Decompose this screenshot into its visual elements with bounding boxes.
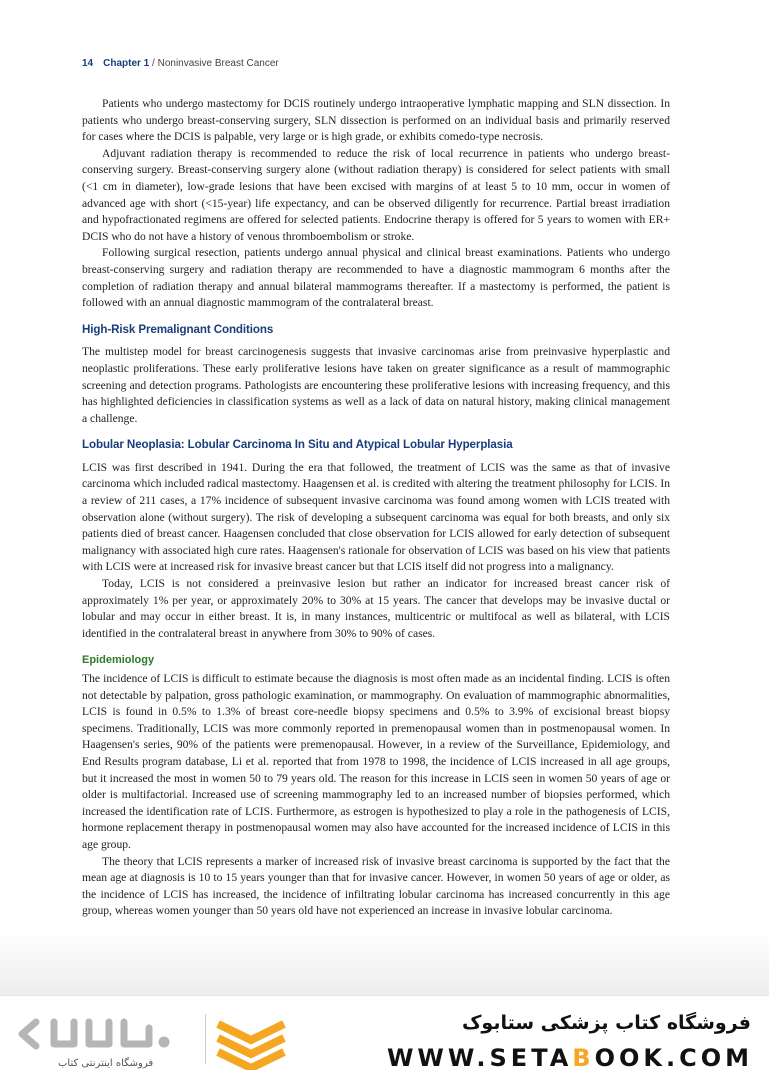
paragraph: Following surgical resection, patients undergo annual physical and clinical breast examinations. Patients who undergo breast-conserving surgery and radiation therapy are recommended to have a diagnostic mammogram 6 months after the completion of radiation therapy and annual bilateral mammograms thereafter. If a mastectomy is performed, the patient is followed with an annual diagnostic mammogram of the contralateral breast. [82, 246, 670, 310]
paragraph: The multistep model for breast carcinogenesis suggests that invasive carcinomas arise from preinvasive hyperplastic and neoplastic proliferations. These early proliferative lesions have taken on greater significance as a result of mammographic screening and detection programs. Pathologists are encountering these proliferative lesions with increasing frequency, and this has highlighted deficiencies in classification systems as well as a lack of data on natural history, making clinical management a challenge. [82, 345, 670, 425]
url-part-1: WWW.SETA [386, 1044, 573, 1072]
paragraph: LCIS was first described in 1941. During the era that followed, the treatment of LCIS was the same as that of invasive carcinoma which included radical mastectomy. Haagensen et al. is credited with altering the treatment philosophy for LCIS. In a review of 211 cases, a 17% incidence of subsequent invasive carcinoma was found among women with LCIS treated with observation alone (without surgery). The risk of developing a subsequent carcinoma was equal for both breasts, and only six patients died of breast cancer. Haagensen concluded that close observation for LCIS allowed for early detection of subsequent malignancy with associated high cure rates. Haagensen's rationale for observation of LCIS was based on his view that patients with LCIS were at increased risk for invasive breast cancer but that LCIS itself did not progress into a malignancy. [82, 460, 670, 574]
paragraph: The theory that LCIS represents a marker of increased risk of invasive breast carcinoma is supported by the fact that the mean age at diagnosis is 10 to 15 years younger than that for invasive cancer. However, in women 50 years of age or older, as the incidence of LCIS has increased, the incidence of infiltrating lobular carcinoma has increased concurrently in this age group, whereas women younger than 50 years old have not experienced an increase in invasive lobular carcinoma. [82, 854, 670, 918]
paragraph: Today, LCIS is not considered a preinvasive lesion but rather an indicator for increased breast cancer risk of approximately 1% per year, or approximately 20% to 30% at 15 years. The cancer that develops may be invasive ductal or lobular and may occur in either breast. It is, in many instances, multicentric or multifocal as well as bilateral, with LCIS identified in the contralateral breast in anywhere from 30% to 90% of cases. [82, 577, 670, 640]
store-url[interactable] [387, 1044, 753, 1072]
page-fade [0, 930, 769, 1000]
heading-premalignant: High-Risk Premalignant Conditions [82, 322, 274, 336]
heading-epidemiology: Epidemiology [82, 654, 155, 667]
chapter-label: Chapter 1 [103, 58, 150, 69]
chevron-logo-icon [212, 1018, 290, 1070]
chapter-title: Noninvasive Breast Cancer [157, 58, 279, 69]
url-part-2: OOK.COM [594, 1044, 753, 1072]
chapter-separator: / [149, 58, 158, 69]
body-text [82, 96, 670, 920]
paragraph: Patients who undergo mastectomy for DCIS routinely undergo intraoperative lymphatic mapping and SLN dissection. In patients who undergo breast-conserving surgery, SLN dissection is performed on an individual basis and primarily reserved for cases where the DCIS is palpable, very large or is high grade, or exhibits comedo-type necrosis. [82, 97, 670, 144]
setabook-logo [14, 1014, 194, 1074]
footer-divider [205, 1014, 206, 1064]
paragraph: Adjuvant radiation therapy is recommended to reduce the risk of local recurrence in patients who undergo breast-conserving surgery. Breast-conserving surgery alone (without radiation therapy) is considered for select patients with small (<1 cm in diameter), low-grade lesions that have been excised with margins of at least 5 to 10 mm, occur in women of advanced age with short (<15-year) life expectancy, and can be observed diligently for recurrence. Partial breast irradiation and hypofractionated regimens are offered for selected patients. Endocrine therapy is offered for 5 years to women with ER+ DCIS who do not have a history of venous thromboembolism or stroke. [82, 146, 670, 243]
watermark-footer [0, 995, 769, 1080]
heading-lobular-neoplasia: Lobular Neoplasia: Lobular Carcinoma In Situ and Atypical Lobular Hyperplasia [82, 438, 513, 452]
logo-mark-icon [14, 1014, 194, 1054]
running-head [82, 58, 279, 69]
paragraph: The incidence of LCIS is difficult to estimate because the diagnosis is most often made as an incidental finding. LCIS is often not detectable by palpation, gross pathologic examination, or mammography. On evaluation of mammographic abnormalities, LCIS is found in 0.5% to 1.3% of breast core-needle biopsy specimens and 0.5% to 3.9% of excisional breast biopsy specimens. Traditionally, LCIS was more commonly reported in premenopausal women than in postmenopausal women. In Haagensen's series, 90% of the patients were premenopausal. However, in a review of the Surveillance, Epidemiology, and End Results program database, Li et al. reported that from 1978 to 1998, the incidence of LCIS increased in all age groups, but it increased the most in women 50 to 79 years old. The reason for this increase in LCIS seen in women 50 years of age or older is multifactorial. Increased use of screening mammography led to an increased number of biopsies performed, which increased the identification rate of LCIS. Furthermore, as estrogen is hypothesized to play a role in the pathogenesis of LCIS, hormone replacement therapy in postmenopausal women may also have accounted for the increased incidence of LCIS in this age group. [82, 672, 670, 851]
logo-subtitle: فروشگاه اینترنتی کتاب [58, 1058, 154, 1069]
url-accent: B [572, 1044, 595, 1072]
store-name: فروشگاه کتاب پزشکی ستابوک [461, 1012, 751, 1034]
page-number: 14 [82, 58, 94, 69]
